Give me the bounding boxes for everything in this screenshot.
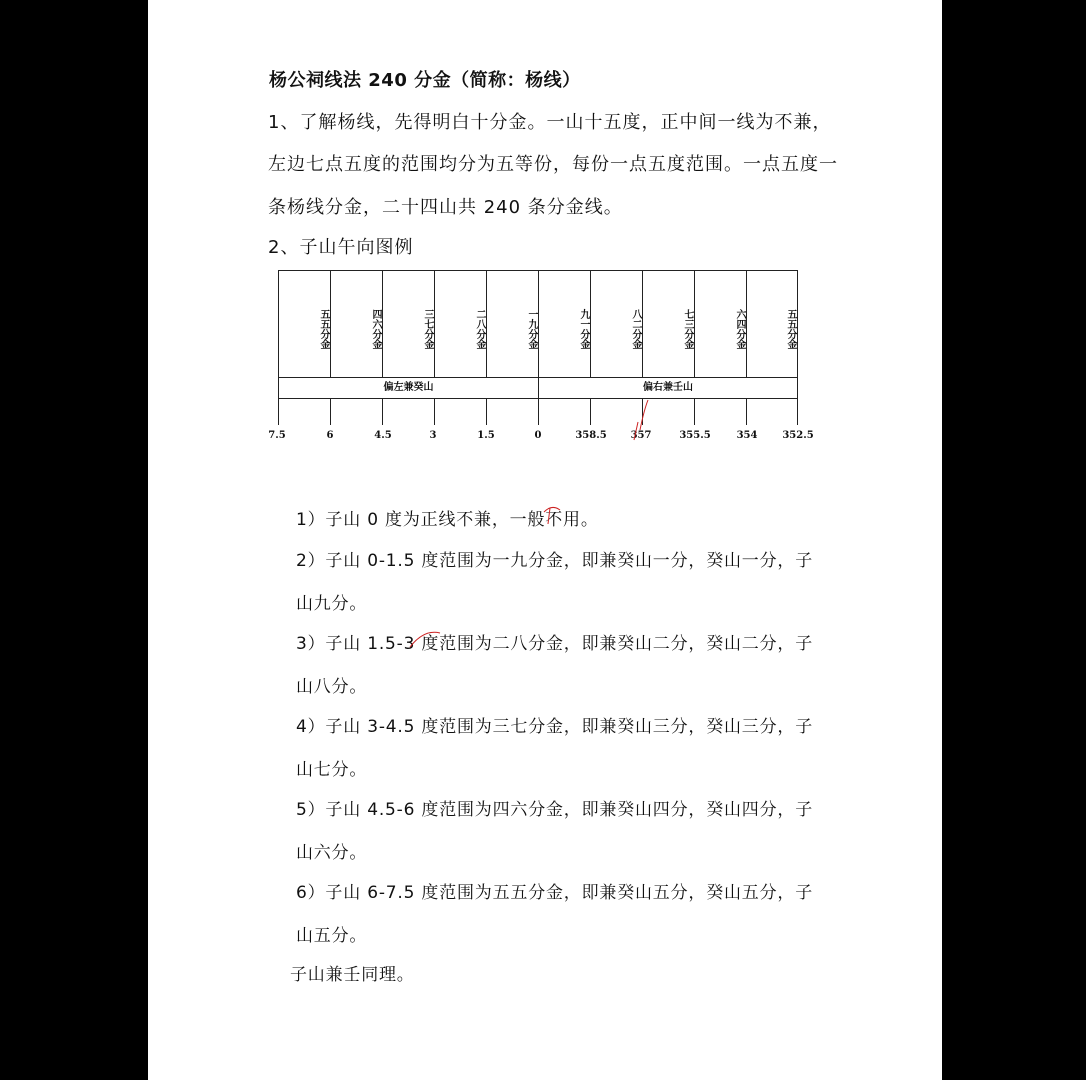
diagram-cell [434, 270, 486, 378]
item-1: 1）子山 0 度为正线不兼，一般不用。 [296, 510, 599, 530]
item-6: 6）子山 6-7.5 度范围为五五分金，即兼癸山五分，癸山五分，子 [296, 883, 814, 903]
cell-label: 二八分金 [474, 309, 485, 349]
cell-label: 五五分金 [318, 309, 329, 349]
tick-label: 358.5 [575, 430, 607, 441]
diagram-cell [330, 270, 382, 378]
tick-label: 355.5 [679, 430, 711, 441]
tick-label: 4.5 [374, 430, 392, 441]
red-pen-mark [406, 625, 446, 655]
diagram-cell [642, 270, 694, 378]
tick-mark [538, 399, 539, 425]
tick-mark [382, 399, 383, 425]
cell-label: 五五分金 [785, 309, 796, 349]
diagram-cell [278, 270, 330, 378]
tick-mark [746, 399, 747, 425]
item-4-cont: 山七分。 [296, 760, 368, 780]
document-title: 杨公祠线法 240 分金（简称：杨线） [269, 70, 581, 91]
red-annotation-mark [628, 370, 668, 445]
item-4: 4）子山 3-4.5 度范围为三七分金，即兼癸山三分，癸山三分，子 [296, 717, 814, 737]
cell-label: 六四分金 [734, 309, 745, 349]
item-3: 3）子山 1.5-3 度范围为二八分金，即兼癸山二分，癸山二分，子 [296, 634, 814, 654]
item-2: 2）子山 0-1.5 度范围为一九分金，即兼癸山一分，癸山一分，子 [296, 551, 814, 571]
diagram-cell [486, 270, 538, 378]
cell-label: 七三分金 [682, 309, 693, 349]
footer-note: 子山兼壬同理。 [290, 965, 415, 985]
tick-mark [590, 399, 591, 425]
document-page [148, 0, 942, 1080]
item-6-cont: 山五分。 [296, 926, 368, 946]
example-heading: 2、子山午向图例 [268, 237, 414, 258]
tick-label: 354 [736, 430, 758, 441]
item-3-cont: 山八分。 [296, 677, 368, 697]
cell-label: 八二分金 [630, 309, 641, 349]
red-pen-mark [538, 500, 568, 530]
tick-label: 357 [630, 430, 652, 441]
tick-mark [434, 399, 435, 425]
tick-mark [278, 399, 279, 425]
tick-mark [694, 399, 695, 425]
item-5-cont: 山六分。 [296, 843, 368, 863]
diagram-cell [694, 270, 746, 378]
tick-label: 1.5 [477, 430, 495, 441]
tick-label: 3 [429, 430, 437, 441]
cell-label: 九一分金 [578, 309, 589, 349]
cell-label: 一九分金 [526, 309, 537, 349]
diagram-cell [590, 270, 642, 378]
cell-label: 三七分金 [422, 309, 433, 349]
diagram-cell [746, 270, 798, 378]
item-5: 5）子山 4.5-6 度范围为四六分金，即兼癸山四分，癸山四分，子 [296, 800, 814, 820]
fenjin-diagram [268, 270, 833, 455]
diagram-cell [382, 270, 434, 378]
tick-mark [797, 399, 798, 425]
tick-label: 0 [534, 430, 542, 441]
tick-mark [486, 399, 487, 425]
cell-label: 四六分金 [370, 309, 381, 349]
tick-label: 6 [326, 430, 334, 441]
intro-line-1: 1、了解杨线，先得明白十分金。一山十五度，正中间一线为不兼， [268, 112, 832, 133]
band-right: 偏右兼壬山 [538, 377, 798, 399]
diagram-cell [538, 270, 590, 378]
item-2-cont: 山九分。 [296, 594, 368, 614]
tick-mark [330, 399, 331, 425]
tick-label: 352.5 [782, 430, 814, 441]
tick-label: 7.5 [268, 430, 286, 441]
band-left: 偏左兼癸山 [278, 377, 539, 399]
intro-line-2: 左边七点五度的范围均分为五等份，每份一点五度范围。一点五度一 [268, 154, 838, 175]
intro-line-3: 条杨线分金，二十四山共 240 条分金线。 [268, 197, 623, 218]
